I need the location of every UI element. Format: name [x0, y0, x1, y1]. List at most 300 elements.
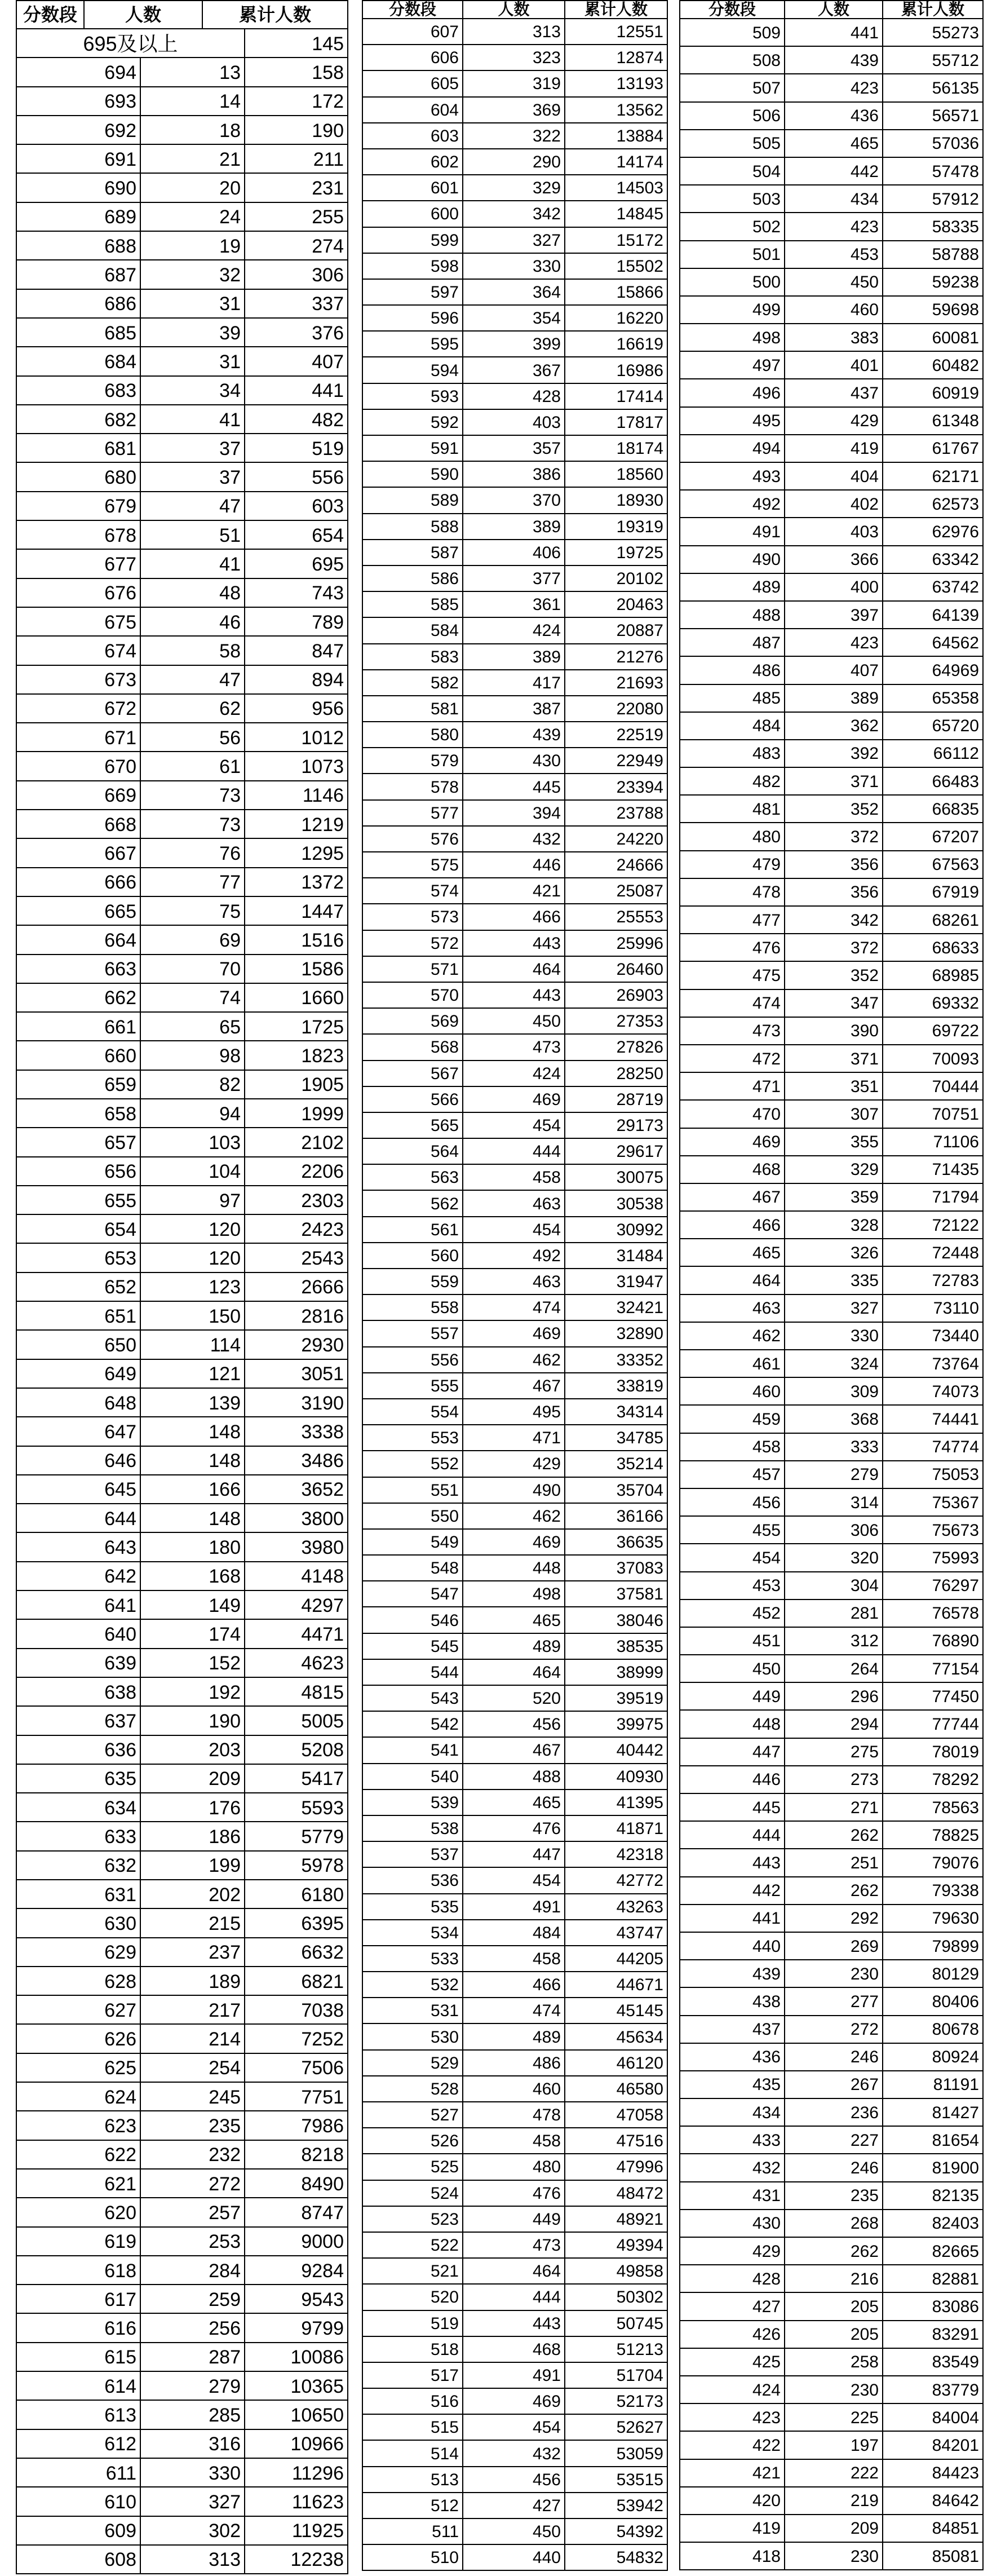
cumulative-cell: 15172 — [565, 228, 668, 254]
score-cell: 437 — [680, 2016, 785, 2044]
score-cell: 476 — [680, 934, 785, 962]
score-cell: 532 — [363, 1972, 463, 1998]
score-cell: 493 — [680, 463, 785, 491]
table-row — [363, 1920, 668, 1946]
cumulative-cell: 67207 — [883, 823, 984, 851]
cumulative-cell: 190 — [245, 116, 348, 145]
table-row — [363, 228, 668, 254]
count-cell: 488 — [463, 1764, 565, 1790]
cumulative-cell: 14503 — [565, 175, 668, 201]
cumulative-cell: 75673 — [883, 1517, 984, 1544]
count-cell: 148 — [141, 1504, 245, 1533]
cumulative-cell: 84423 — [883, 2460, 984, 2487]
score-cell: 575 — [363, 852, 463, 878]
cumulative-cell: 66112 — [883, 740, 984, 768]
table-row — [363, 1451, 668, 1477]
header-score-band: 分数段 — [17, 1, 85, 29]
cumulative-cell: 441 — [245, 377, 348, 405]
table-row — [680, 1073, 984, 1101]
count-cell: 56 — [141, 723, 245, 752]
table-row — [363, 1581, 668, 1607]
count-cell: 429 — [463, 1451, 565, 1477]
cumulative-cell: 47516 — [565, 2128, 668, 2154]
cumulative-cell: 58335 — [883, 213, 984, 241]
count-cell: 402 — [785, 491, 883, 518]
count-cell: 351 — [785, 1073, 883, 1101]
count-cell: 46 — [141, 608, 245, 637]
cumulative-cell: 10650 — [245, 2401, 348, 2429]
count-cell: 41 — [141, 405, 245, 434]
table-row — [363, 1321, 668, 1347]
cumulative-cell: 7506 — [245, 2054, 348, 2083]
table-row — [363, 2493, 668, 2519]
score-cell: 440 — [680, 1933, 785, 1960]
count-cell: 390 — [785, 1018, 883, 1045]
cumulative-cell: 1516 — [245, 926, 348, 955]
score-cell: 643 — [17, 1533, 141, 1562]
table-row — [17, 2198, 348, 2227]
score-cell: 675 — [17, 608, 141, 637]
table-row — [680, 2515, 984, 2543]
count-cell: 176 — [141, 1793, 245, 1822]
count-cell: 199 — [141, 1852, 245, 1880]
cumulative-cell: 56135 — [883, 74, 984, 102]
table-row — [680, 2432, 984, 2459]
count-cell: 319 — [463, 71, 565, 97]
cumulative-cell: 70093 — [883, 1045, 984, 1073]
table-row — [17, 1215, 348, 1244]
cumulative-cell: 26460 — [565, 957, 668, 983]
table-row — [363, 2207, 668, 2233]
score-cell: 589 — [363, 488, 463, 514]
table-row — [680, 2349, 984, 2376]
count-cell: 471 — [463, 1425, 565, 1451]
table-row — [363, 45, 668, 71]
table-row — [363, 1607, 668, 1633]
count-cell: 168 — [141, 1562, 245, 1591]
cumulative-cell: 74774 — [883, 1434, 984, 1461]
cumulative-cell: 40930 — [565, 1764, 668, 1790]
score-cell: 564 — [363, 1139, 463, 1165]
cumulative-cell: 10086 — [245, 2343, 348, 2372]
cumulative-cell: 40442 — [565, 1738, 668, 1764]
count-cell: 94 — [141, 1099, 245, 1128]
count-cell: 445 — [463, 774, 565, 800]
cumulative-cell: 53059 — [565, 2441, 668, 2467]
table-row — [680, 2182, 984, 2210]
table-row — [17, 2111, 348, 2140]
score-cell: 473 — [680, 1018, 785, 1045]
table-row — [17, 319, 348, 347]
cumulative-cell: 64139 — [883, 602, 984, 629]
score-cell: 682 — [17, 405, 141, 434]
count-cell: 468 — [463, 2337, 565, 2363]
table-row — [17, 1071, 348, 1099]
cumulative-cell: 52627 — [565, 2415, 668, 2441]
cumulative-cell: 44205 — [565, 1946, 668, 1972]
score-cell: 562 — [363, 1191, 463, 1217]
count-cell: 253 — [141, 2228, 245, 2256]
score-cell: 468 — [680, 1156, 785, 1184]
table-row — [363, 540, 668, 566]
score-cell: 516 — [363, 2389, 463, 2415]
cumulative-cell: 60919 — [883, 379, 984, 407]
table-row — [363, 175, 668, 201]
score-cell: 581 — [363, 696, 463, 722]
cumulative-cell: 67919 — [883, 879, 984, 907]
count-cell: 21 — [141, 145, 245, 174]
cumulative-cell: 20102 — [565, 566, 668, 592]
table-row — [17, 1302, 348, 1331]
score-cell: 666 — [17, 868, 141, 897]
table-row — [17, 463, 348, 492]
cumulative-cell: 6180 — [245, 1880, 348, 1909]
count-cell: 406 — [463, 540, 565, 566]
score-cell: 641 — [17, 1591, 141, 1620]
table-row — [680, 1683, 984, 1711]
cumulative-cell: 49858 — [565, 2259, 668, 2285]
count-cell: 495 — [463, 1399, 565, 1425]
table-row — [680, 740, 984, 768]
cumulative-cell: 274 — [245, 232, 348, 260]
count-cell: 342 — [463, 201, 565, 227]
count-cell: 77 — [141, 868, 245, 897]
table-row — [363, 1347, 668, 1373]
score-cell: 485 — [680, 685, 785, 713]
count-cell: 20 — [141, 174, 245, 202]
cumulative-cell: 2206 — [245, 1157, 348, 1186]
count-cell: 13 — [141, 58, 245, 87]
table-row — [363, 2154, 668, 2180]
count-cell: 441 — [785, 19, 883, 47]
table-row — [17, 116, 348, 145]
table-row — [17, 1533, 348, 1562]
count-cell: 469 — [463, 2389, 565, 2415]
cumulative-cell: 68985 — [883, 962, 984, 989]
table-row — [17, 666, 348, 695]
count-cell: 292 — [785, 1905, 883, 1933]
score-cell: 423 — [680, 2404, 785, 2432]
score-cell: 656 — [17, 1157, 141, 1186]
score-cell: 578 — [363, 774, 463, 800]
table-row — [17, 1649, 348, 1678]
score-cell: 506 — [680, 103, 785, 130]
table-row — [680, 2127, 984, 2154]
score-cell: 672 — [17, 695, 141, 723]
cumulative-cell: 66483 — [883, 768, 984, 796]
score-cell: 500 — [680, 269, 785, 297]
count-cell: 74 — [141, 984, 245, 1013]
score-cell: 475 — [680, 962, 785, 989]
table-row — [680, 1655, 984, 1683]
count-cell: 456 — [463, 1712, 565, 1738]
count-cell: 370 — [463, 488, 565, 514]
count-cell: 450 — [463, 2519, 565, 2545]
count-cell: 454 — [463, 1113, 565, 1139]
score-table-middle — [362, 0, 668, 2571]
score-cell: 501 — [680, 241, 785, 269]
score-cell: 579 — [363, 748, 463, 774]
count-cell: 458 — [463, 1165, 565, 1191]
cumulative-cell: 38535 — [565, 1634, 668, 1660]
score-cell: 449 — [680, 1683, 785, 1711]
count-cell: 430 — [463, 748, 565, 774]
count-cell: 257 — [141, 2198, 245, 2227]
table-row — [680, 1822, 984, 1849]
cumulative-cell: 13562 — [565, 98, 668, 123]
count-cell: 222 — [785, 2460, 883, 2487]
score-cell: 592 — [363, 410, 463, 436]
cumulative-cell: 32890 — [565, 1321, 668, 1347]
score-cell: 670 — [17, 752, 141, 781]
count-cell: 327 — [463, 228, 565, 254]
table-row — [17, 2141, 348, 2170]
count-cell: 446 — [463, 852, 565, 878]
table-row — [363, 592, 668, 618]
count-cell: 424 — [463, 618, 565, 644]
count-cell: 262 — [785, 1822, 883, 1849]
table-row — [363, 1113, 668, 1139]
table-row — [680, 2404, 984, 2432]
score-cell: 442 — [680, 1877, 785, 1905]
count-cell: 232 — [141, 2141, 245, 2170]
count-cell: 235 — [785, 2182, 883, 2210]
cumulative-cell: 37581 — [565, 1581, 668, 1607]
cumulative-cell: 48921 — [565, 2207, 668, 2233]
score-cell: 527 — [363, 2102, 463, 2128]
count-cell: 423 — [785, 213, 883, 241]
cumulative-cell: 2543 — [245, 1244, 348, 1272]
count-cell: 357 — [463, 436, 565, 462]
count-cell: 473 — [463, 2233, 565, 2259]
count-cell: 400 — [785, 574, 883, 602]
table-row — [680, 463, 984, 491]
table-row — [680, 1461, 984, 1489]
count-cell: 227 — [785, 2127, 883, 2154]
score-cell: 673 — [17, 666, 141, 695]
count-cell: 237 — [141, 1938, 245, 1967]
cumulative-cell: 3338 — [245, 1417, 348, 1446]
table-row — [363, 1660, 668, 1686]
count-cell: 491 — [463, 2363, 565, 2389]
count-cell: 309 — [785, 1378, 883, 1406]
count-cell: 449 — [463, 2207, 565, 2233]
table-row — [17, 752, 348, 781]
count-cell: 469 — [463, 1530, 565, 1556]
cumulative-cell: 66835 — [883, 796, 984, 823]
cumulative-cell: 12874 — [565, 45, 668, 71]
cumulative-cell: 3652 — [245, 1475, 348, 1504]
cumulative-cell: 73440 — [883, 1323, 984, 1350]
cumulative-cell: 16220 — [565, 306, 668, 332]
cumulative-cell: 1905 — [245, 1071, 348, 1099]
table-row — [363, 983, 668, 1009]
cumulative-cell: 15502 — [565, 254, 668, 280]
cumulative-cell: 76578 — [883, 1600, 984, 1628]
count-cell: 330 — [785, 1323, 883, 1350]
cumulative-cell: 1073 — [245, 752, 348, 781]
count-cell: 236 — [785, 2099, 883, 2127]
cumulative-cell: 695 — [245, 550, 348, 578]
score-cell: 637 — [17, 1707, 141, 1735]
cumulative-cell: 43263 — [565, 1894, 668, 1920]
table-row — [680, 962, 984, 989]
score-cell: 420 — [680, 2487, 785, 2515]
count-cell: 235 — [141, 2111, 245, 2140]
count-cell: 397 — [785, 602, 883, 629]
table-row — [680, 1434, 984, 1461]
score-cell: 642 — [17, 1562, 141, 1591]
table-row — [17, 781, 348, 810]
cumulative-cell: 21693 — [565, 670, 668, 696]
table-row — [680, 1489, 984, 1517]
count-cell: 473 — [463, 1035, 565, 1061]
count-cell: 216 — [785, 2265, 883, 2293]
score-cell: 463 — [680, 1295, 785, 1323]
count-cell: 275 — [785, 1739, 883, 1766]
count-cell: 323 — [463, 45, 565, 71]
score-cell: 599 — [363, 228, 463, 254]
table-row — [363, 462, 668, 488]
table-row — [17, 1736, 348, 1765]
count-cell: 190 — [141, 1707, 245, 1735]
count-cell: 279 — [141, 2372, 245, 2401]
score-cell: 678 — [17, 521, 141, 550]
count-cell: 139 — [141, 1389, 245, 1417]
score-cell: 573 — [363, 904, 463, 930]
cumulative-cell: 3190 — [245, 1389, 348, 1417]
cumulative-cell: 61767 — [883, 435, 984, 463]
score-cell: 547 — [363, 1581, 463, 1607]
score-cell: 433 — [680, 2127, 785, 2154]
score-cell: 577 — [363, 801, 463, 827]
count-cell: 97 — [141, 1186, 245, 1215]
table-row — [680, 768, 984, 796]
cumulative-cell: 19725 — [565, 540, 668, 566]
cumulative-cell: 14174 — [565, 149, 668, 175]
cumulative-cell: 51704 — [565, 2363, 668, 2389]
cumulative-cell: 306 — [245, 260, 348, 289]
score-cell: 478 — [680, 879, 785, 907]
count-cell: 328 — [785, 1212, 883, 1239]
score-cell: 570 — [363, 983, 463, 1009]
cumulative-cell: 847 — [245, 637, 348, 665]
score-cell-merged: 695及以上 — [17, 29, 245, 58]
score-cell: 550 — [363, 1504, 463, 1530]
cumulative-cell: 47996 — [565, 2154, 668, 2180]
table-row — [17, 695, 348, 723]
score-cell: 625 — [17, 2054, 141, 2083]
cumulative-cell: 25087 — [565, 878, 668, 904]
table-row — [17, 2314, 348, 2343]
table-row — [680, 1406, 984, 1433]
score-cell: 531 — [363, 1998, 463, 2024]
table-row — [17, 926, 348, 955]
table-row — [680, 796, 984, 823]
cumulative-cell: 71435 — [883, 1156, 984, 1184]
cumulative-cell: 78019 — [883, 1739, 984, 1766]
count-cell: 47 — [141, 666, 245, 695]
table-row — [680, 1933, 984, 1960]
table-row — [363, 1035, 668, 1061]
cumulative-cell: 55273 — [883, 19, 984, 47]
cumulative-cell: 13193 — [565, 71, 668, 97]
cumulative-cell: 54392 — [565, 2519, 668, 2545]
count-cell: 371 — [785, 1045, 883, 1073]
count-cell: 258 — [785, 2349, 883, 2376]
cumulative-cell: 29173 — [565, 1113, 668, 1139]
cumulative-cell: 1295 — [245, 839, 348, 868]
count-cell: 314 — [785, 1489, 883, 1517]
cumulative-cell: 12551 — [565, 19, 668, 45]
count-cell: 103 — [141, 1128, 245, 1157]
cumulative-cell: 956 — [245, 695, 348, 723]
count-cell: 492 — [463, 1243, 565, 1269]
count-cell: 437 — [785, 379, 883, 407]
count-cell: 31 — [141, 290, 245, 319]
cumulative-cell: 74441 — [883, 1406, 984, 1433]
table-row — [17, 579, 348, 608]
score-cell: 452 — [680, 1600, 785, 1628]
count-cell: 304 — [785, 1572, 883, 1600]
table-row — [363, 1061, 668, 1087]
cumulative-cell: 3051 — [245, 1360, 348, 1389]
score-cell: 604 — [363, 98, 463, 123]
score-cell: 487 — [680, 629, 785, 657]
score-cell: 608 — [17, 2546, 141, 2574]
cumulative-cell: 2303 — [245, 1186, 348, 1215]
cumulative-cell: 14845 — [565, 201, 668, 227]
cumulative-cell: 7038 — [245, 1996, 348, 2025]
cumulative-cell: 33352 — [565, 1347, 668, 1373]
cumulative-cell: 63742 — [883, 574, 984, 602]
score-cell: 619 — [17, 2228, 141, 2256]
count-cell: 120 — [141, 1244, 245, 1272]
cumulative-cell: 69332 — [883, 990, 984, 1018]
table-row — [17, 203, 348, 232]
score-cell: 638 — [17, 1678, 141, 1707]
cumulative-cell: 172 — [245, 87, 348, 116]
score-cell: 526 — [363, 2128, 463, 2154]
count-cell: 251 — [785, 1849, 883, 1877]
cumulative-cell: 9799 — [245, 2314, 348, 2343]
score-cell: 569 — [363, 1009, 463, 1035]
cumulative-cell: 24220 — [565, 827, 668, 852]
cumulative-cell: 28250 — [565, 1061, 668, 1087]
count-cell: 356 — [785, 851, 883, 879]
count-cell: 246 — [785, 2154, 883, 2182]
count-cell: 34 — [141, 377, 245, 405]
cumulative-cell: 84851 — [883, 2515, 984, 2543]
table-row — [680, 907, 984, 934]
table-row — [680, 518, 984, 546]
score-cell: 430 — [680, 2210, 785, 2238]
score-cell: 652 — [17, 1273, 141, 1302]
table-row — [17, 2372, 348, 2401]
cumulative-cell: 74073 — [883, 1378, 984, 1406]
cumulative-cell: 52173 — [565, 2389, 668, 2415]
cumulative-cell: 30075 — [565, 1165, 668, 1191]
cumulative-cell: 5779 — [245, 1822, 348, 1851]
cumulative-cell: 80129 — [883, 1960, 984, 1988]
table-row — [363, 201, 668, 227]
score-cell: 585 — [363, 592, 463, 618]
cumulative-cell: 27353 — [565, 1009, 668, 1035]
table-row — [17, 2459, 348, 2487]
cumulative-cell: 53515 — [565, 2467, 668, 2493]
cumulative-cell: 57478 — [883, 158, 984, 185]
table-row — [680, 2016, 984, 2044]
